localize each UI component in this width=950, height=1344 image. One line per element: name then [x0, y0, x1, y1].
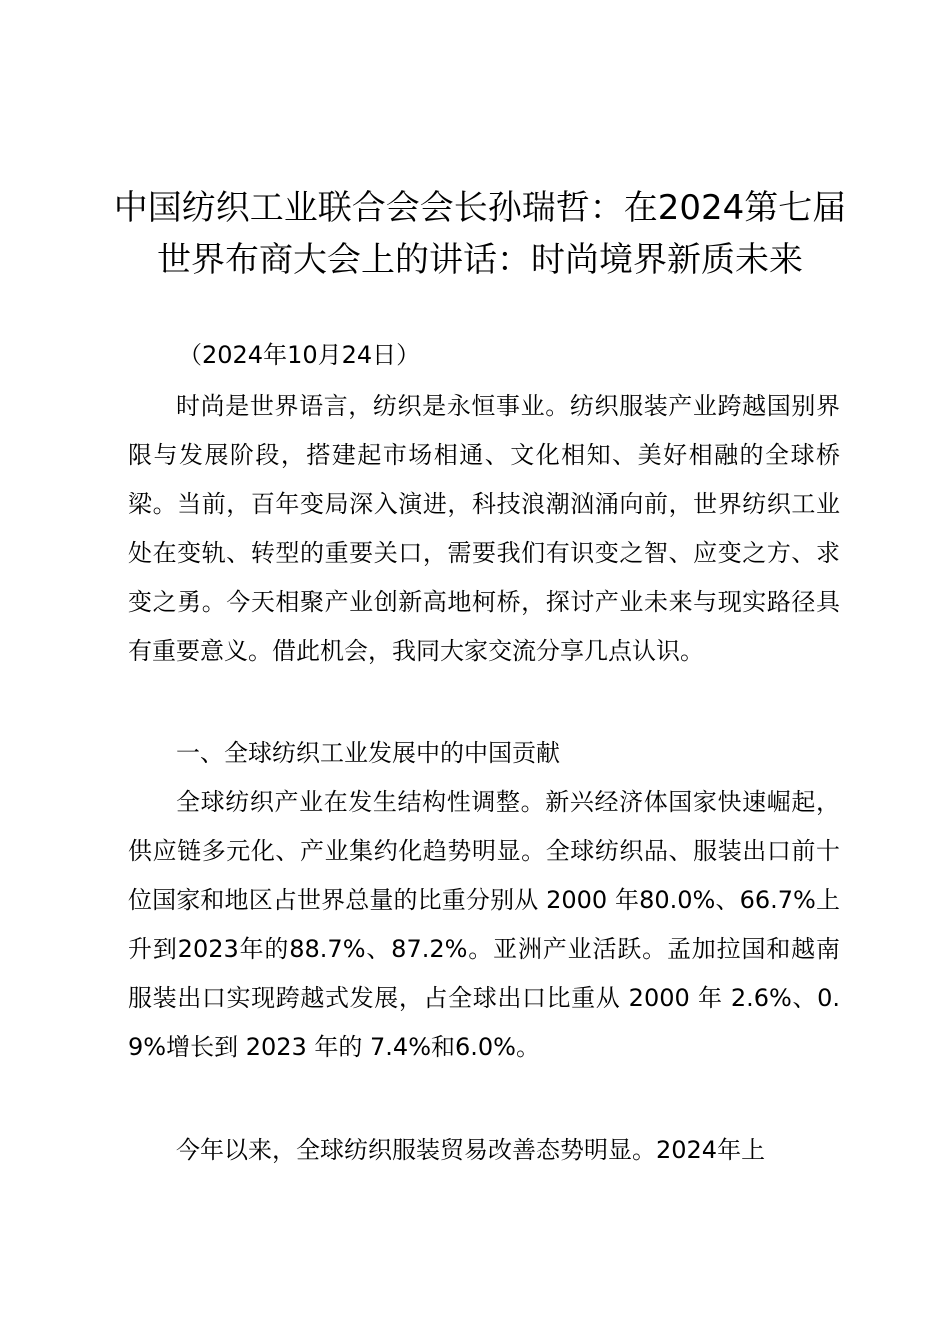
section-heading-1: 一、全球纺织工业发展中的中国贡献 [176, 739, 560, 767]
paragraph-global-industry: 全球纺织产业在发生结构性调整。新兴经济体国家快速崛起，供应链多元化、产业集约化趋势明显。全球纺织品、服装出口前十位国家和地区占世界总量的比重分别从 2000 年80.0%、66.7%上升到2023年的88.7%、87.2%。亚洲产业活跃。孟加拉国和越南服装出口实现跨越式发展，占全球出口比重从 2000 年 2.6%、0.9%增长到 2023 年的 7.4%和6.0%。 [128, 788, 840, 1061]
paragraph-intro: 时尚是世界语言，纺织是永恒事业。纺织服装产业跨越国别界限与发展阶段，搭建起市场相通、文化相知、美好相融的全球桥梁。当前，百年变局深入演进，科技浪潮汹涌向前，世界纺织工业处在变轨、转型的重要关口，需要我们有识变之智、应变之方、求变之勇。今天相聚产业创新高地柯桥，探讨产业未来与现实路径具有重要意义。借此机会，我同大家交流分享几点认识。 [128, 392, 840, 665]
document-title: 中国纺织工业联合会会长孙瑞哲：在2024第七届世界布商大会上的讲话：时尚境界新质未来 [113, 188, 847, 280]
speech-date: （2024年10月24日） [178, 341, 421, 369]
paragraph-trade-2024: 今年以来，全球纺织服装贸易改善态势明显。2024年上 [176, 1136, 766, 1164]
